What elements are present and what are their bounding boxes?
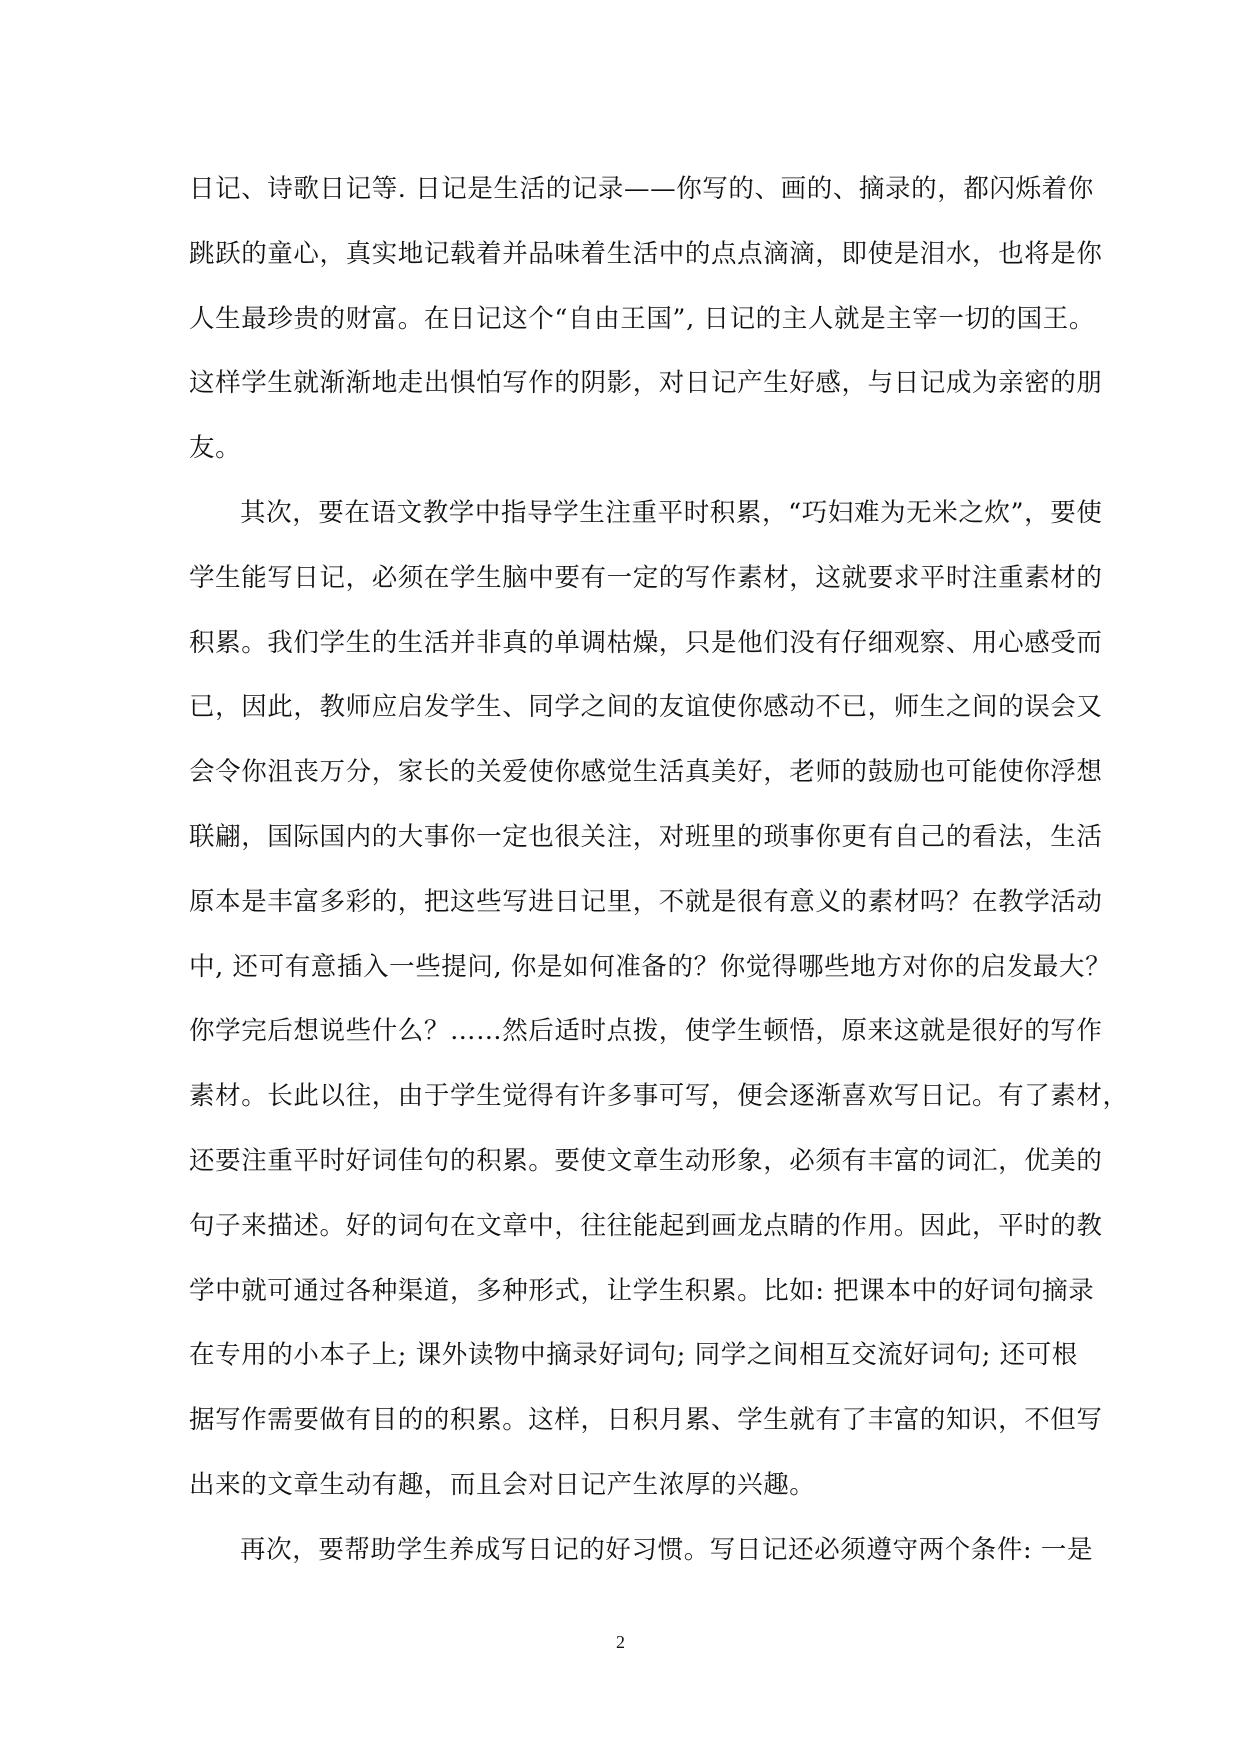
text-line: 学生能写日记，必须在学生脑中要有一定的写作素材，这就要求平时注重素材的 — [189, 562, 1103, 593]
text-line: 原本是丰富多彩的，把这些写进日记里，不就是很有意义的素材吗？在教学活动 — [189, 886, 1103, 917]
text-line: 还要注重平时好词佳句的积累。要使文章生动形象，必须有丰富的词汇，优美的 — [189, 1145, 1103, 1176]
text-line: 人生最珍贵的财富。在日记这个“自由王国”, 日记的主人就是主宰一切的国王。 — [189, 303, 1095, 334]
text-line: 据写作需要做有目的的积累。这样，日积月累、学生就有了丰富的知识，不但写 — [189, 1405, 1103, 1436]
text-line: 日记、诗歌日记等. 日记是生活的记录——你写的、画的、摘录的，都闪烁着你 — [189, 174, 1094, 204]
text-line: 积累。我们学生的生活并非真的单调枯燥，只是他们没有仔细观察、用心感受而 — [189, 627, 1103, 658]
text-line: 句子来描述。好的词句在文章中，往往能起到画龙点睛的作用。因此，平时的教 — [189, 1210, 1103, 1241]
text-line: 会令你沮丧万分，家长的关爱使你感觉生活真美好，老师的鼓励也可能使你浮想 — [189, 757, 1103, 788]
text-line: 这样学生就渐渐地走出惧怕写作的阴影，对日记产生好感，与日记成为亲密的朋 — [189, 368, 1103, 399]
text-line: 跳跃的童心，真实地记载着并品味着生活中的点点滴滴，即使是泪水，也将是你 — [189, 238, 1103, 269]
text-line: 中, 还可有意插入一些提问, 你是如何准备的？你觉得哪些地方对你的启发最大？ — [189, 951, 1112, 982]
text-line: 素材。长此以往，由于学生觉得有许多事可写，便会逐渐喜欢写日记。有了素材， — [189, 1081, 1129, 1112]
text-line: 你学完后想说些什么？……然后适时点拨，使学生顿悟，原来这就是很好的写作 — [189, 1016, 1103, 1047]
text-line: 出来的文章生动有趣，而且会对日记产生浓厚的兴趣。 — [189, 1469, 816, 1500]
text-line: 已，因此，教师应启发学生、同学之间的友谊使你感动不已，师生之间的误会又 — [189, 692, 1103, 723]
text-line: 再次，要帮助学生养成写日记的好习惯。写日记还必须遵守两个条件: 一是 — [240, 1534, 1094, 1565]
page-number: 2 — [616, 1632, 625, 1652]
text-line: 在专用的小本子上; 课外读物中摘录好词句; 同学之间相互交流好词句; 还可根 — [189, 1340, 1078, 1371]
text-line: 学中就可通过各种渠道，多种形式，让学生积累。比如: 把课本中的好词句摘录 — [189, 1275, 1095, 1306]
text-line: 联翩，国际国内的大事你一定也很关注，对班里的琐事你更有自己的看法，生活 — [189, 821, 1103, 852]
text-line: 其次，要在语文教学中指导学生注重平时积累，“巧妇难为无米之炊”，要使 — [240, 497, 1103, 528]
text-line: 友。 — [189, 433, 242, 464]
body-text — [189, 157, 1129, 1583]
